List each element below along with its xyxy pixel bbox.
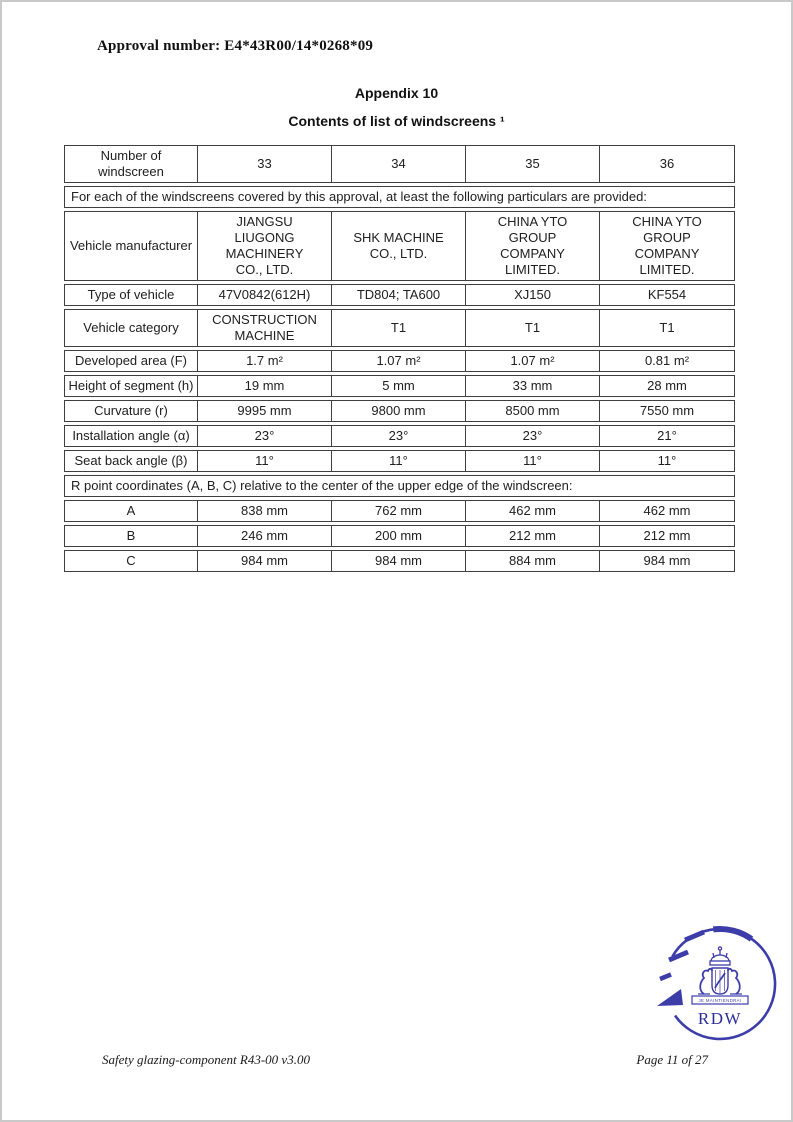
table-cell: 28 mm [600, 375, 735, 397]
table-cell: 11° [466, 450, 600, 472]
table-cell: CHINA YTO GROUP COMPANY LIMITED. [466, 211, 600, 281]
table-cell: 9995 mm [198, 400, 332, 422]
column-header: 33 [198, 145, 332, 183]
stamp-swoosh [713, 929, 751, 939]
table-row [64, 284, 735, 306]
table-row [64, 425, 735, 447]
column-header: 35 [466, 145, 600, 183]
table-cell: 5 mm [332, 375, 466, 397]
rdw-label: RDW [697, 1009, 743, 1028]
table-row [64, 350, 735, 372]
table-cell: KF554 [600, 284, 735, 306]
table-cell: 984 mm [332, 550, 466, 572]
row-label: Height of segment (h) [64, 375, 198, 397]
table-cell: CONSTRUCTION MACHINE [198, 309, 332, 347]
row-label: Curvature (r) [64, 400, 198, 422]
table-cell: 984 mm [600, 550, 735, 572]
table-cell: 19 mm [198, 375, 332, 397]
table-cell: 9800 mm [332, 400, 466, 422]
row-label: Installation angle (α) [64, 425, 198, 447]
coord-row [64, 525, 735, 547]
row-label: Vehicle category [64, 309, 198, 347]
table-row [64, 211, 735, 281]
stamp-wedge [657, 989, 683, 1006]
row-label: A [64, 500, 198, 522]
table-cell: 8500 mm [466, 400, 600, 422]
table-cell: 462 mm [600, 500, 735, 522]
table-row [64, 400, 735, 422]
table-row [64, 375, 735, 397]
table-intro-row [64, 186, 735, 208]
table-cell: 884 mm [466, 550, 600, 572]
table-cell: XJ150 [466, 284, 600, 306]
table-cell: CHINA YTO GROUP COMPANY LIMITED. [600, 211, 735, 281]
table-cell: 762 mm [332, 500, 466, 522]
table-header-row [64, 145, 735, 183]
row-label: Seat back angle (β) [64, 450, 198, 472]
windscreen-table [64, 142, 735, 575]
footer-page-number: Page 11 of 27 [636, 1052, 708, 1067]
r-point-text: R point coordinates (A, B, C) relative to the center of the upper edge of the windscreen: [64, 475, 735, 497]
table-cell: 212 mm [600, 525, 735, 547]
table-cell: 246 mm [198, 525, 332, 547]
row-label: Developed area (F) [64, 350, 198, 372]
table-cell: 7550 mm [600, 400, 735, 422]
table-cell: JIANGSU LIUGONG MACHINERY CO., LTD. [198, 211, 332, 281]
row-label: B [64, 525, 198, 547]
speed-dash [660, 975, 671, 980]
footer-document-version: Safety glazing-component R43-00 v3.00 [102, 1052, 310, 1067]
r-point-row [64, 475, 735, 497]
intro-text: For each of the windscreens covered by this approval, at least the following particulars are provided: [64, 186, 735, 208]
coord-row [64, 550, 735, 572]
column-header: 34 [332, 145, 466, 183]
page-title: Contents of list of windscreens ¹ [288, 113, 505, 129]
row-label: Number of windscreen [64, 145, 198, 183]
row-label: C [64, 550, 198, 572]
table-cell: 23° [332, 425, 466, 447]
page-footer [102, 1052, 708, 1068]
row-label: Type of vehicle [64, 284, 198, 306]
appendix-title: Appendix 10 [354, 85, 439, 101]
row-label: Vehicle manufacturer [64, 211, 198, 281]
table-cell: 984 mm [198, 550, 332, 572]
table-row [64, 309, 735, 347]
table-cell: 11° [332, 450, 466, 472]
table-cell: 23° [466, 425, 600, 447]
table-cell: TD804; TA600 [332, 284, 466, 306]
coord-row [64, 500, 735, 522]
table-cell: 21° [600, 425, 735, 447]
coat-of-arms-icon [692, 947, 748, 1028]
table-cell: T1 [466, 309, 600, 347]
table-row [64, 450, 735, 472]
stamp-motto: JE MAINTIENDRAI [698, 998, 742, 1004]
table-cell: T1 [600, 309, 735, 347]
table-cell: 11° [600, 450, 735, 472]
table-cell: 1.7 m² [198, 350, 332, 372]
table-cell: 1.07 m² [332, 350, 466, 372]
table-cell: 11° [198, 450, 332, 472]
table-cell: 0.81 m² [600, 350, 735, 372]
column-header: 36 [600, 145, 735, 183]
table-cell: 47V0842(612H) [198, 284, 332, 306]
table-cell: SHK MACHINE CO., LTD. [332, 211, 466, 281]
speed-dash [685, 932, 704, 940]
table-cell: 1.07 m² [466, 350, 600, 372]
table-cell: 33 mm [466, 375, 600, 397]
table-cell: 23° [198, 425, 332, 447]
table-cell: 838 mm [198, 500, 332, 522]
rdw-stamp-icon [652, 920, 778, 1046]
table-cell: 212 mm [466, 525, 600, 547]
table-cell: T1 [332, 309, 466, 347]
table-cell: 200 mm [332, 525, 466, 547]
approval-number: Approval number: E4*43R00/14*0268*09 [97, 38, 374, 54]
table-cell: 462 mm [466, 500, 600, 522]
